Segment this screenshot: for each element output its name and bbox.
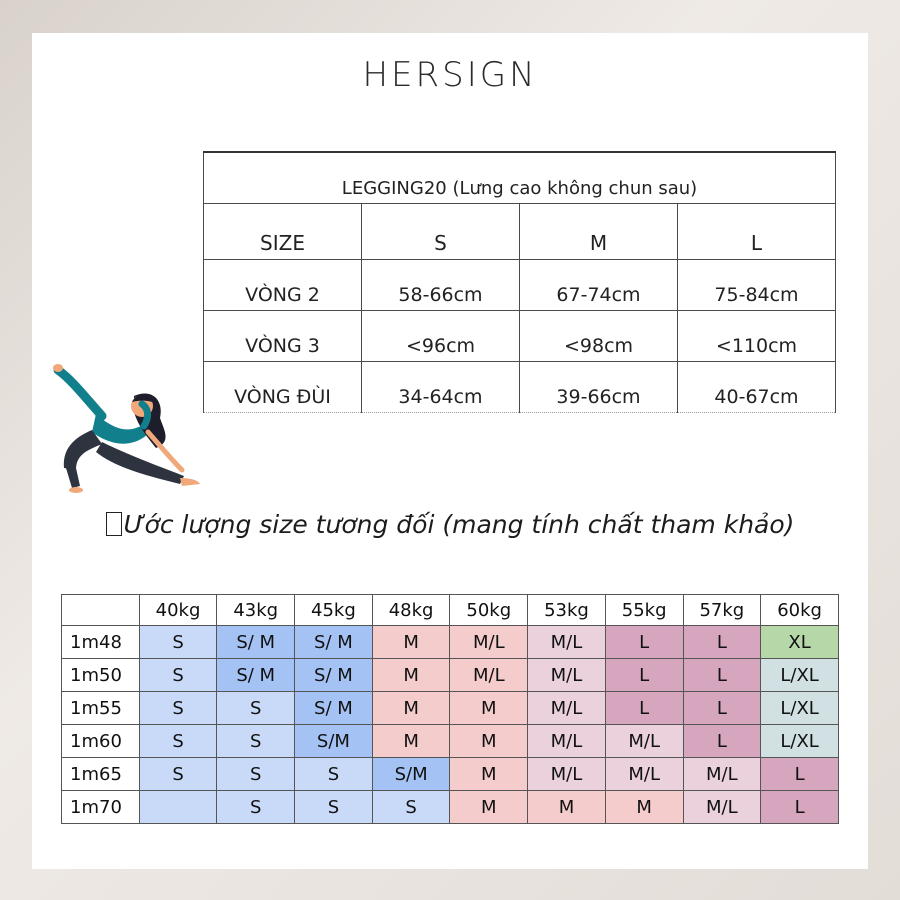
size-cell: S/ M: [295, 659, 373, 692]
size-cell: M: [605, 791, 683, 824]
size-cell: S/ M: [295, 626, 373, 659]
brand-logo: HERSIGN: [362, 55, 538, 95]
height-row-label: 1m55: [62, 692, 140, 725]
height-row-label: 1m60: [62, 725, 140, 758]
row-label: VÒNG 2: [204, 260, 362, 311]
size-cell: M: [450, 692, 528, 725]
table-cell: 39-66cm: [520, 362, 678, 413]
size-cell: S: [372, 791, 450, 824]
size-cell: S: [295, 791, 373, 824]
size-table-title: LEGGING20 (Lưng cao không chun sau): [204, 152, 836, 204]
table-cell: <96cm: [362, 311, 520, 362]
weight-header: 50kg: [450, 595, 528, 626]
weight-header: 45kg: [295, 595, 373, 626]
size-header-m: M: [520, 204, 678, 260]
size-cell: S/ M: [217, 659, 295, 692]
size-cell: M: [372, 626, 450, 659]
grid-row: [62, 626, 839, 659]
weight-header: 40kg: [139, 595, 217, 626]
size-cell: L: [683, 626, 761, 659]
table-cell: 67-74cm: [520, 260, 678, 311]
size-cell: M: [450, 758, 528, 791]
weight-header: 43kg: [217, 595, 295, 626]
size-cell: M: [528, 791, 606, 824]
size-estimate-note: [0, 510, 900, 539]
size-cell: S: [295, 758, 373, 791]
grid-row: [62, 659, 839, 692]
size-cell: M/L: [605, 758, 683, 791]
size-cell: L/XL: [761, 659, 839, 692]
table-cell: 58-66cm: [362, 260, 520, 311]
size-cell: L/XL: [761, 692, 839, 725]
size-header-s: S: [362, 204, 520, 260]
grid-corner: [62, 595, 140, 626]
size-cell: S: [139, 725, 217, 758]
row-label: VÒNG 3: [204, 311, 362, 362]
size-cell: S: [139, 659, 217, 692]
weight-header: 60kg: [761, 595, 839, 626]
size-cell: S: [217, 692, 295, 725]
size-cell: L: [683, 725, 761, 758]
size-cell: M/L: [450, 659, 528, 692]
table-cell: 75-84cm: [678, 260, 836, 311]
size-cell: M/L: [528, 758, 606, 791]
weight-header: 48kg: [372, 595, 450, 626]
size-cell: M/L: [528, 692, 606, 725]
size-table: [203, 151, 836, 413]
size-cell: L/XL: [761, 725, 839, 758]
size-cell: L: [605, 692, 683, 725]
row-label: VÒNG ĐÙI: [204, 362, 362, 413]
note-text: Ước lượng size tương đối (mang tính chất tham khảo): [123, 510, 795, 539]
size-cell: M/L: [450, 626, 528, 659]
size-cell: M: [450, 725, 528, 758]
height-row-label: 1m48: [62, 626, 140, 659]
height-row-label: 1m65: [62, 758, 140, 791]
size-cell: XL: [761, 626, 839, 659]
size-cell: M/L: [528, 725, 606, 758]
size-cell: [139, 791, 217, 824]
size-cell: S/M: [372, 758, 450, 791]
height-row-label: 1m50: [62, 659, 140, 692]
size-cell: L: [605, 659, 683, 692]
size-cell: M/L: [683, 758, 761, 791]
grid-row: [62, 725, 839, 758]
checkbox-glyph-icon: [106, 512, 122, 536]
size-cell: L: [683, 692, 761, 725]
height-weight-size-grid: [61, 594, 839, 824]
yoga-woman-illustration: [52, 360, 202, 495]
size-cell: L: [683, 659, 761, 692]
size-cell: S: [139, 758, 217, 791]
size-cell: S: [217, 791, 295, 824]
size-header: SIZE: [204, 204, 362, 260]
table-cell: <110cm: [678, 311, 836, 362]
size-cell: L: [761, 791, 839, 824]
size-cell: M/L: [528, 626, 606, 659]
table-cell: 34-64cm: [362, 362, 520, 413]
size-header-l: L: [678, 204, 836, 260]
weight-header: 55kg: [605, 595, 683, 626]
weight-header: 53kg: [528, 595, 606, 626]
grid-row: [62, 791, 839, 824]
size-cell: S: [139, 692, 217, 725]
table-cell: 40-67cm: [678, 362, 836, 413]
size-cell: S/ M: [295, 692, 373, 725]
grid-row: [62, 692, 839, 725]
size-cell: M/L: [605, 725, 683, 758]
weight-header: 57kg: [683, 595, 761, 626]
size-cell: S/M: [295, 725, 373, 758]
size-cell: S: [139, 626, 217, 659]
height-row-label: 1m70: [62, 791, 140, 824]
size-cell: S: [217, 725, 295, 758]
size-cell: M/L: [528, 659, 606, 692]
size-cell: M: [372, 659, 450, 692]
table-cell: <98cm: [520, 311, 678, 362]
grid-row: [62, 758, 839, 791]
size-cell: M: [372, 725, 450, 758]
size-cell: L: [761, 758, 839, 791]
size-cell: L: [605, 626, 683, 659]
size-cell: S/ M: [217, 626, 295, 659]
size-cell: S: [217, 758, 295, 791]
size-cell: M/L: [683, 791, 761, 824]
size-cell: M: [450, 791, 528, 824]
size-cell: M: [372, 692, 450, 725]
